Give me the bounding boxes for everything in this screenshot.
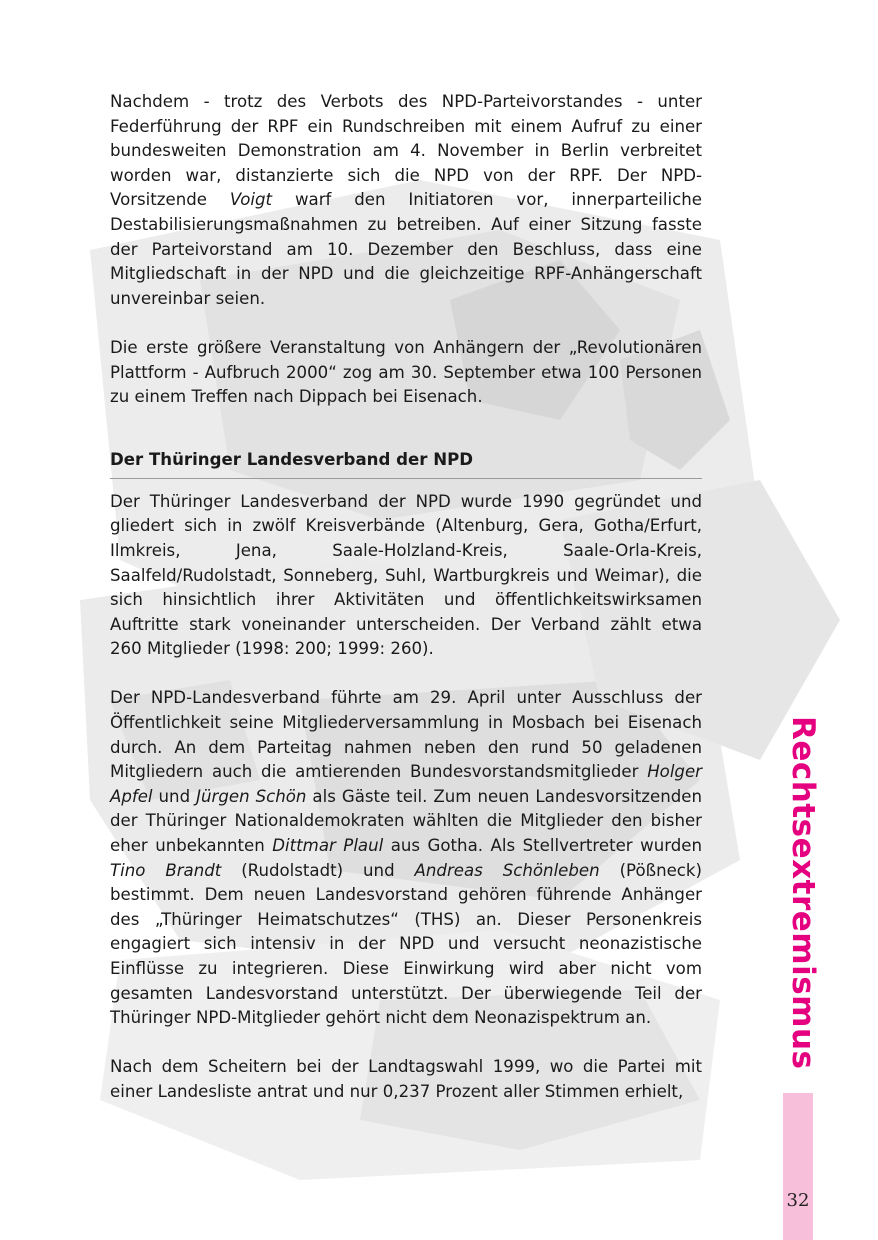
text-run: warf den Initiatoren vor, innerparteiliche Destabilisierungsmaßnahmen zu betreiben. Auf einer Sitzung fasste der Parteivorstand am 10. Dezember den Beschluss, dass eine Mitgliedschaft in der NPD und die gleichzeitige RPF-Anhängerschaft unvereinbar seien. xyxy=(110,190,702,308)
paragraph xyxy=(110,686,702,1030)
paragraph xyxy=(110,490,702,662)
person-name: Andreas Schönleben xyxy=(414,860,600,880)
person-name: Voigt xyxy=(229,190,273,210)
person-name: Holger Apfel xyxy=(110,762,702,806)
paragraph xyxy=(110,90,702,311)
text-run: Nach dem Scheitern bei der Landtagswahl 1999, wo die Partei mit einer Landesliste antrat und nur 0,237 Prozent aller Stimmen erhielt, xyxy=(110,1057,702,1101)
side-label-tab xyxy=(785,716,821,1070)
person-name: Jürgen Schön xyxy=(196,786,307,806)
side-label: Rechtsextremismus xyxy=(785,716,821,1070)
text-run: als Gäste teil. Zum neuen Landesvorsitzenden der Thüringer Nationaldemokraten wählten die Mitglieder den bisher eher unbekannten xyxy=(110,786,702,856)
section-paragraphs xyxy=(110,490,702,1105)
page-tab-marker xyxy=(783,1093,813,1240)
text-run: Der NPD-Landesverband führte am 29. April unter Ausschluss der Öffentlichkeit seine Mitgliederversammlung in Mosbach bei Eisenach durch. An dem Parteitag nahmen neben den rund 50 geladenen Mitgliedern auch die amtierenden Bundesvorstandsmitglieder xyxy=(110,688,702,782)
page-number: 32 xyxy=(786,1190,810,1211)
text-run: Die erste größere Veranstaltung von Anhängern der „Revolutionären Plattform - Aufbruch 2000“ zog am 30. September etwa 100 Personen zu einem Treffen nach Dippach bei Eisenach. xyxy=(110,337,702,407)
person-name: Dittmar Plaul xyxy=(272,836,384,856)
person-name: Tino Brandt xyxy=(110,860,222,880)
document-body xyxy=(110,90,702,1105)
intro-paragraphs xyxy=(110,90,702,410)
text-run: aus Gotha. Als Stellvertreter wurden xyxy=(383,836,702,856)
paragraph xyxy=(110,336,702,410)
text-run: (Rudolstadt) und xyxy=(221,860,415,880)
text-run: (Pößneck) bestimmt. Dem neuen Landesvorstand gehören führende Anhänger des „Thüringer Heimatschutzes“ (THS) an. Dieser Personenkreis engagiert sich intensiv in der NPD und versucht neonazistische Einflüsse zu integrieren. Diese Einwirkung wird aber nicht vom gesamten Landesvorstand unterstützt. Der überwiegende Teil der Thüringer NPD-Mitglieder gehört nicht dem Neonazispektrum an. xyxy=(110,860,703,1028)
text-run: und xyxy=(152,786,197,806)
section-heading: Der Thüringer Landesverband der NPD xyxy=(110,448,702,479)
paragraph xyxy=(110,1055,702,1104)
text-run: Nachdem - trotz des Verbots des NPD-Parteivorstandes - unter Federführung der RPF ein Rundschreiben mit einem Aufruf zu einer bundesweiten Demonstration am 4. November in Berlin verbreitet worden war, distanzierte sich die NPD von der RPF. Der NPD-Vorsitzende xyxy=(110,92,702,210)
text-run: Der Thüringer Landesverband der NPD wurde 1990 gegründet und gliedert sich in zwölf Kreisverbände (Altenburg, Gera, Gotha/Erfurt, Ilmkreis, Jena, Saale-Holzland-Kreis, Saale-Orla-Kreis, Saalfeld/Rudolstadt, Sonneberg, Suhl, Wartburgkreis und Weimar), die sich hinsichtlich ihrer Aktivitäten und öffentlichkeitswirksamen Auftritte stark voneinander unterscheiden. Der Verband zählt etwa 260 Mitglieder (1998: 200; 1999: 260). xyxy=(110,491,702,659)
